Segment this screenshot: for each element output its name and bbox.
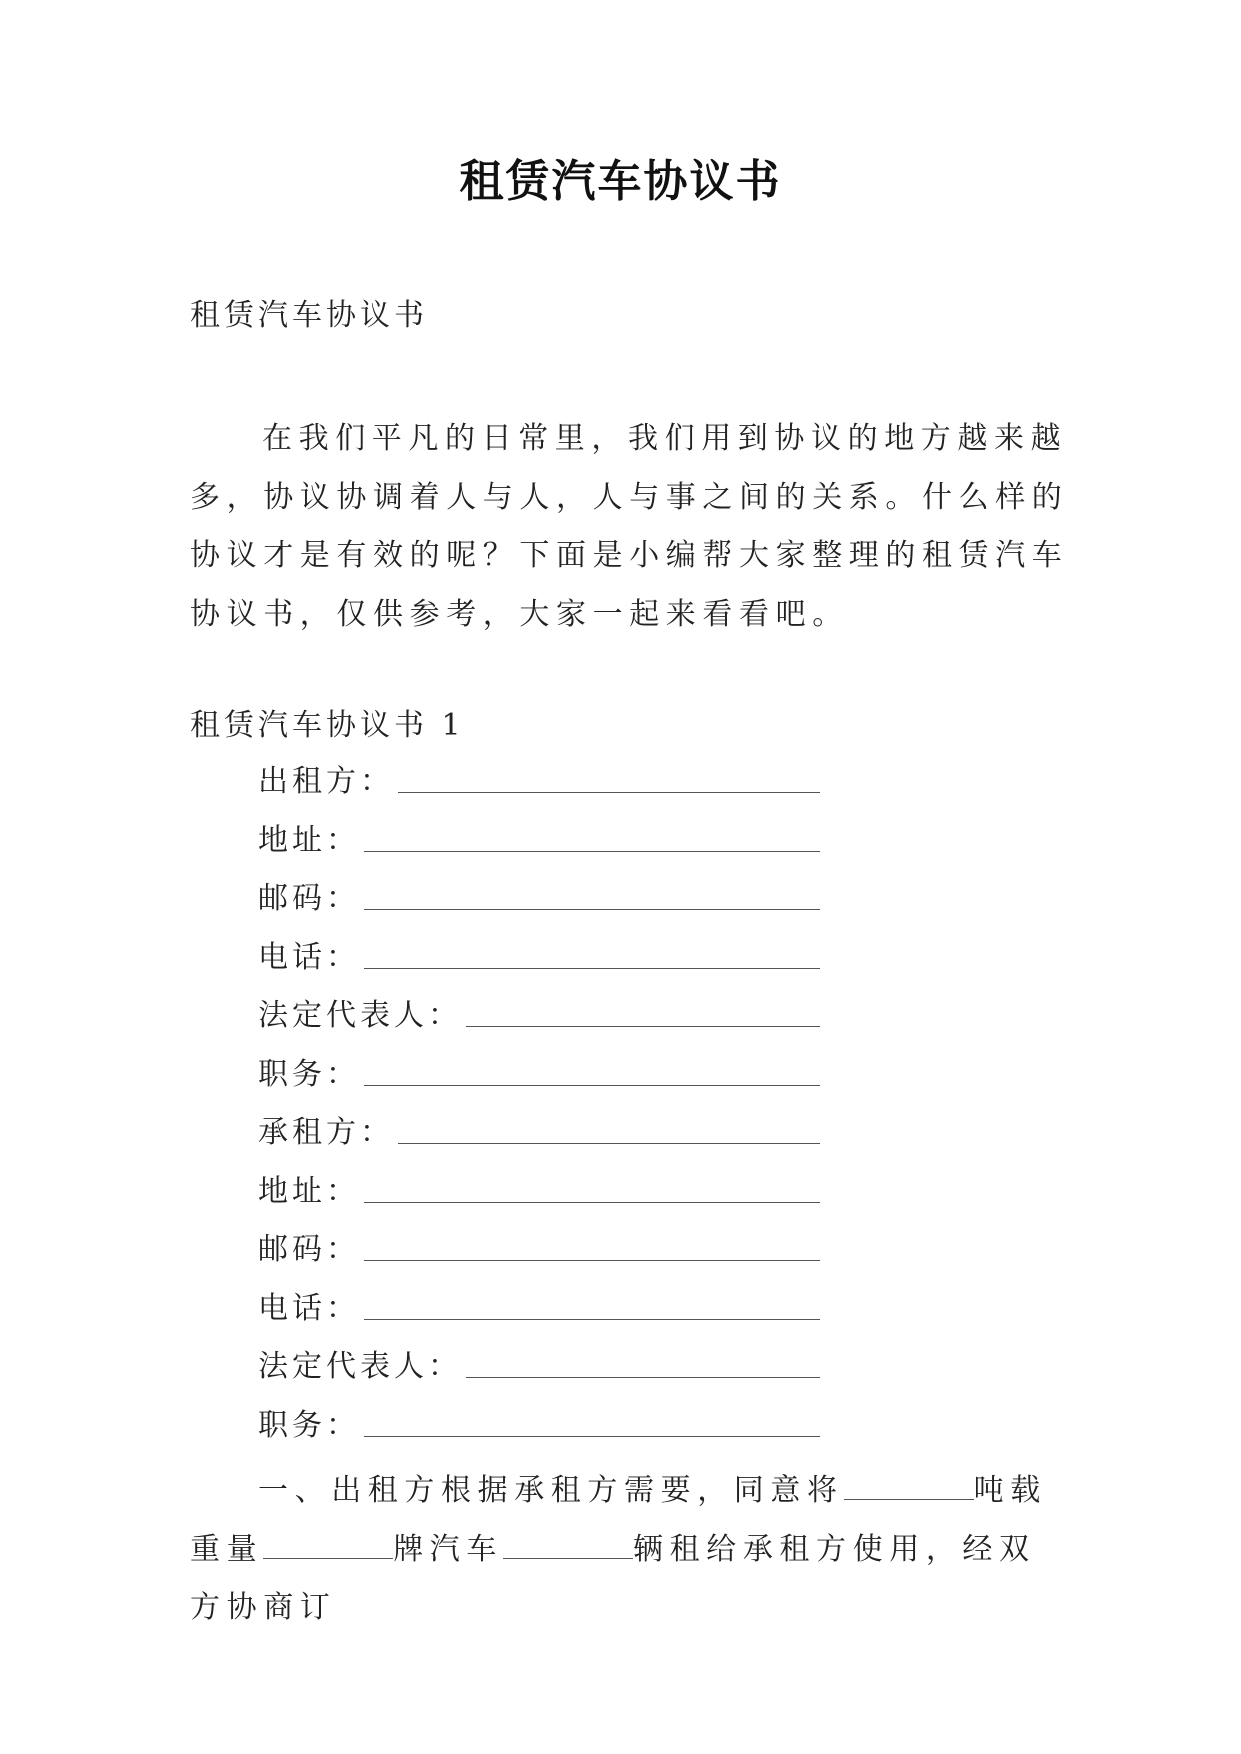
fill-in-blank xyxy=(364,1172,820,1203)
lessor-legal-rep-field xyxy=(258,996,820,1055)
lessee-address-field xyxy=(258,1172,820,1231)
clause-text: 吨载重量 xyxy=(190,1473,1047,1567)
lessor-position-field xyxy=(258,1055,820,1114)
field-label: 电话： xyxy=(258,1290,360,1326)
lessee-postcode-field xyxy=(258,1230,820,1289)
lessee-position-field xyxy=(258,1406,820,1465)
field-label: 职务： xyxy=(258,1407,360,1443)
field-label: 地址： xyxy=(258,822,360,858)
fill-in-blank xyxy=(398,1113,820,1144)
fill-in-blank xyxy=(364,1055,820,1086)
fill-in-blank xyxy=(364,1406,820,1437)
clause-text: 牌汽车 xyxy=(393,1531,504,1567)
lessor-field xyxy=(258,762,820,821)
fill-in-blank xyxy=(364,879,820,910)
lessor-phone-field xyxy=(258,938,820,997)
fill-in-blank xyxy=(398,762,820,793)
field-label: 出租方： xyxy=(258,764,394,799)
quantity-blank xyxy=(503,1532,633,1559)
clause-text: 辆租给承租方使用，经双方协商订 xyxy=(190,1531,1036,1625)
clause-1 xyxy=(190,1462,1070,1638)
intro-paragraph: 在我们平凡的日常里，我们用到协议的地方越来越多，协议协调着人与人，人与事之间的关系。什么样的协议才是有效的呢？下面是小编帮大家整理的租赁汽车协议书，仅供参考，大家一起来看看吧。 xyxy=(190,421,1069,632)
field-label: 地址： xyxy=(258,1173,360,1209)
field-label: 承租方： xyxy=(258,1115,394,1150)
field-label: 职务： xyxy=(258,1056,360,1092)
document-title: 租赁汽车协议书 xyxy=(459,156,782,207)
document-subtitle: 租赁汽车协议书 xyxy=(190,298,428,333)
fill-in-blank xyxy=(364,1289,820,1320)
lessee-field xyxy=(258,1113,820,1172)
brand-blank xyxy=(263,1532,393,1559)
fill-in-blank xyxy=(466,1347,820,1378)
lessor-postcode-field xyxy=(258,879,820,938)
field-label: 电话： xyxy=(258,939,360,975)
fill-in-blank xyxy=(364,821,820,852)
field-label: 法定代表人： xyxy=(258,998,462,1033)
fill-in-blank xyxy=(364,938,820,969)
field-label: 邮码： xyxy=(258,881,360,916)
clause-text: 一、出租方根据承租方需要，同意将 xyxy=(258,1473,844,1508)
lessor-address-field xyxy=(258,821,820,880)
fill-in-blank xyxy=(364,1230,820,1261)
lessee-phone-field xyxy=(258,1289,820,1348)
field-label: 法定代表人： xyxy=(258,1349,462,1384)
fill-in-blank xyxy=(466,996,820,1027)
field-label: 邮码： xyxy=(258,1232,360,1267)
lessee-legal-rep-field xyxy=(258,1347,820,1406)
party-info-fields xyxy=(258,762,820,1464)
section-title: 租赁汽车协议书 1 xyxy=(190,708,465,743)
tonnage-blank xyxy=(844,1473,974,1500)
